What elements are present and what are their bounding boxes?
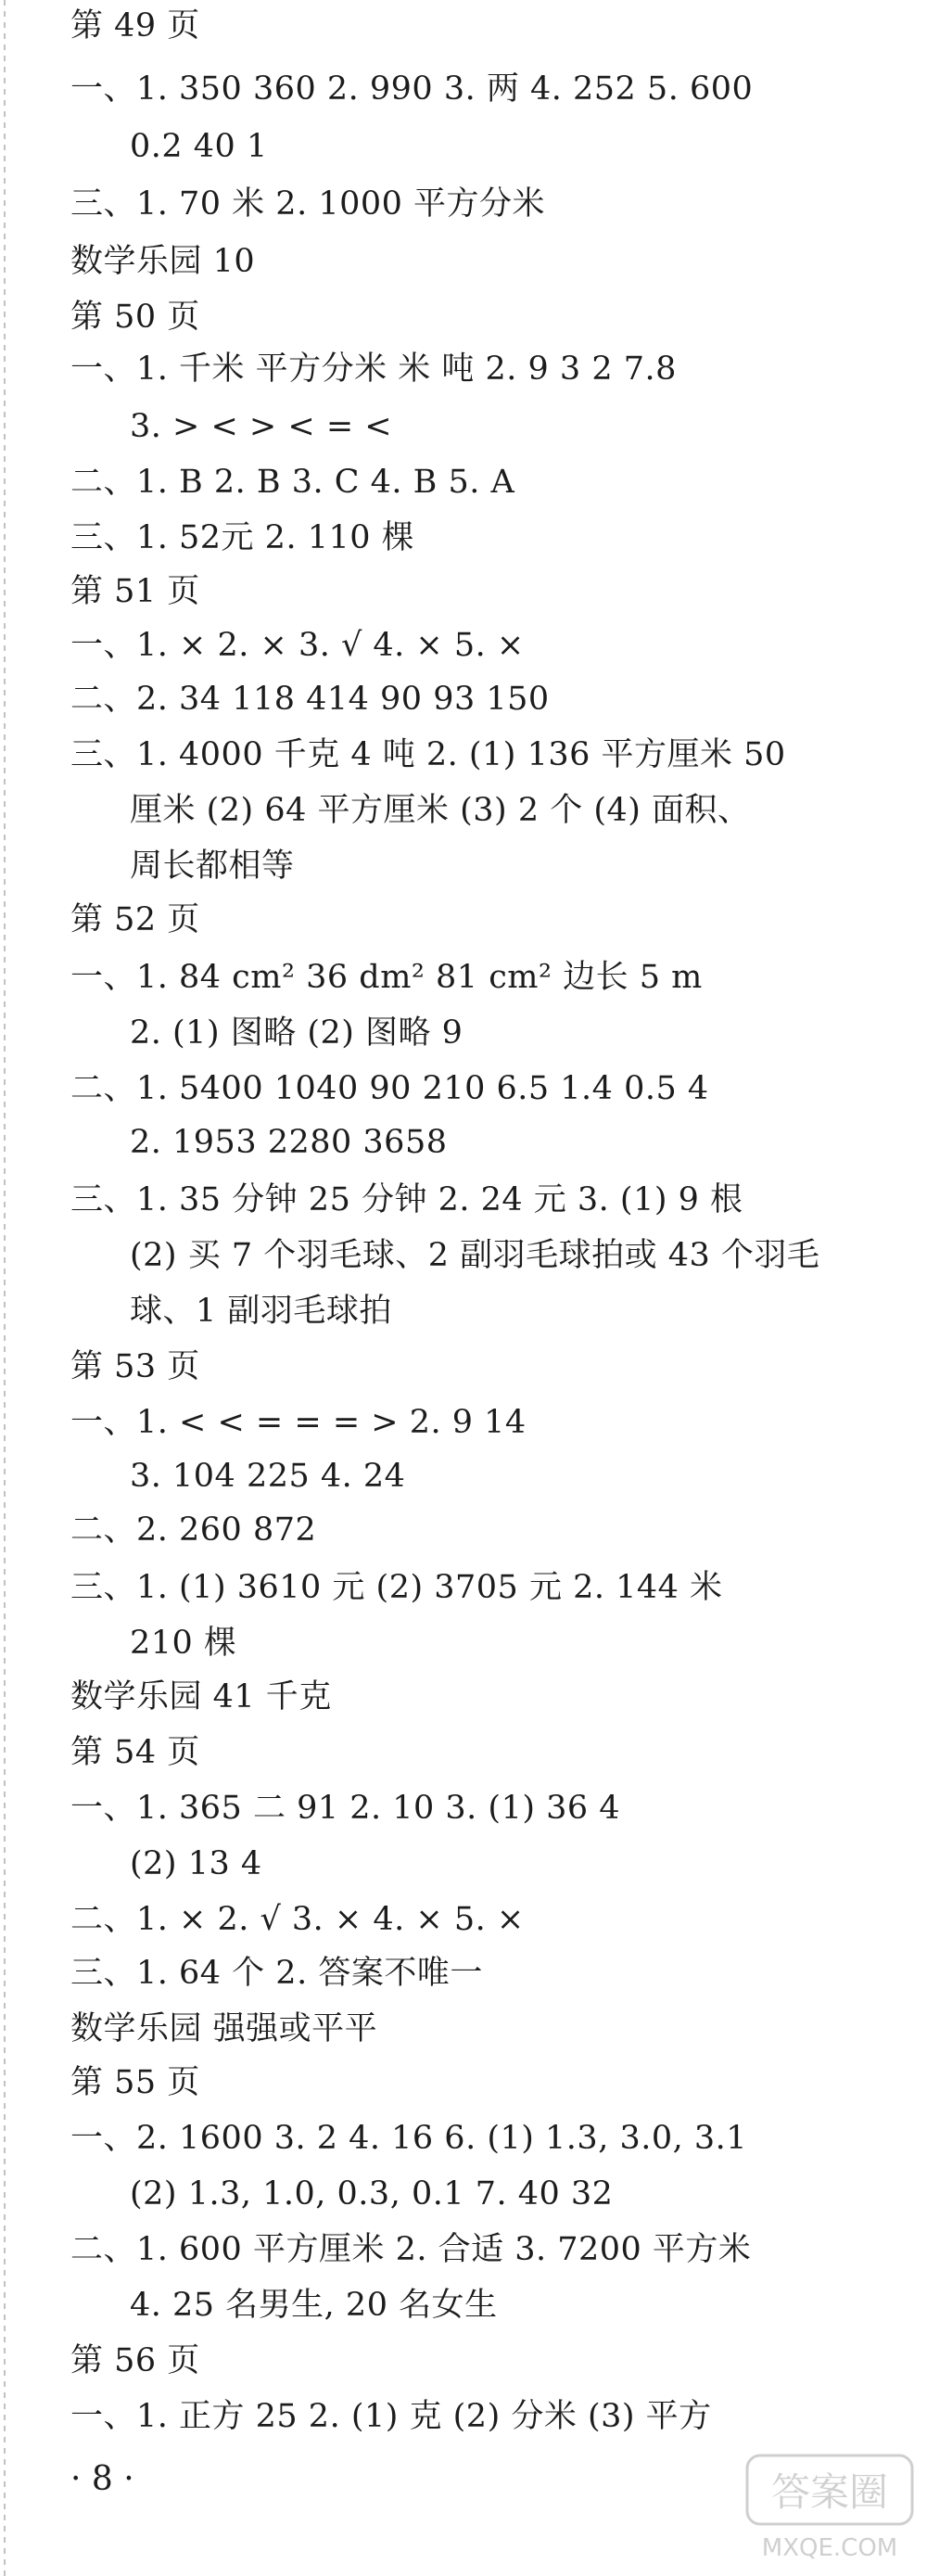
answer-line: 一、2. 1600 3. 2 4. 16 6. (1) 1.3, 3.0, 3.1 <box>70 2120 748 2157</box>
answer-line: 2. (1) 图略 (2) 图略 9 <box>130 1014 464 1052</box>
watermark-url: MXQE.COM <box>761 2534 898 2562</box>
answer-line: 一、1. 正方 25 2. (1) 克 (2) 分米 (3) 平方 <box>70 2398 712 2435</box>
answer-line: 一、1. 千米 平方分米 米 吨 2. 9 3 2 7.8 <box>70 351 677 388</box>
answer-line: (2) 买 7 个羽毛球、2 副羽毛球拍或 43 个羽毛 <box>130 1237 820 1274</box>
answer-line: 二、2. 34 118 414 90 93 150 <box>70 681 550 718</box>
answer-line: 第 53 页 <box>70 1348 200 1385</box>
answer-line: 2. 1953 2280 3658 <box>130 1124 448 1161</box>
answer-line: 数学乐园 41 千克 <box>70 1678 332 1715</box>
answer-line: 二、1. 600 平方厘米 2. 合适 3. 7200 平方米 <box>70 2231 752 2268</box>
answer-line: 数学乐园 强强或平平 <box>70 2010 378 2047</box>
answer-line: 第 54 页 <box>70 1734 200 1771</box>
answer-line: 一、1. × 2. × 3. √ 4. × 5. × <box>70 627 525 664</box>
answer-line: 一、1. 365 二 91 2. 10 3. (1) 36 4 <box>70 1790 621 1827</box>
answer-line: 第 50 页 <box>70 299 200 336</box>
answer-line: 一、1. 84 cm² 36 dm² 81 cm² 边长 5 m <box>70 959 703 996</box>
answer-line: 210 棵 <box>130 1625 237 1662</box>
answer-line: 4. 25 名男生, 20 名女生 <box>130 2287 498 2324</box>
answer-line: 二、2. 260 872 <box>70 1511 317 1549</box>
answer-line: 一、1. 350 360 2. 990 3. 两 4. 252 5. 600 <box>70 70 754 108</box>
page-number: · 8 · <box>70 2460 134 2498</box>
answer-line: 三、1. 35 分钟 25 分钟 2. 24 元 3. (1) 9 根 <box>70 1181 743 1218</box>
answer-line: 数学乐园 10 <box>70 243 256 280</box>
watermark-brand: 答案圈 <box>770 2469 889 2515</box>
answer-line: 第 51 页 <box>70 573 200 610</box>
answer-line: 三、1. 4000 千克 4 吨 2. (1) 136 平方厘米 50 <box>70 736 786 773</box>
answer-line: 3. > < > < = < <box>130 408 393 445</box>
answer-line: 二、1. B 2. B 3. C 4. B 5. A <box>70 464 515 501</box>
watermark-logo <box>742 2448 918 2567</box>
answer-line: 三、1. 52元 2. 110 棵 <box>70 519 415 556</box>
answer-line: 0.2 40 1 <box>130 128 268 165</box>
answer-line: 二、1. × 2. √ 3. × 4. × 5. × <box>70 1901 525 1938</box>
answer-line: (2) 13 4 <box>130 1845 262 1882</box>
answer-line: 第 52 页 <box>70 901 200 938</box>
answer-line: 三、1. 70 米 2. 1000 平方分米 <box>70 185 546 223</box>
answer-line: 三、1. (1) 3610 元 (2) 3705 元 2. 144 米 <box>70 1569 723 1606</box>
answer-line: 二、1. 5400 1040 90 210 6.5 1.4 0.5 4 <box>70 1070 709 1107</box>
answer-line: 球、1 副羽毛球拍 <box>130 1293 392 1330</box>
answer-line: 第 49 页 <box>70 7 200 45</box>
answer-line: 周长都相等 <box>130 848 295 885</box>
answer-line: 第 55 页 <box>70 2064 200 2101</box>
answer-line: 一、1. < < = = = > 2. 9 14 <box>70 1404 527 1441</box>
page-edge-line <box>4 0 6 2576</box>
answer-line: 厘米 (2) 64 平方厘米 (3) 2 个 (4) 面积、 <box>130 792 751 829</box>
answer-line: (2) 1.3, 1.0, 0.3, 0.1 7. 40 32 <box>130 2175 614 2213</box>
answer-line: 3. 104 225 4. 24 <box>130 1458 406 1495</box>
answer-line: 第 56 页 <box>70 2342 200 2379</box>
answer-line: 三、1. 64 个 2. 答案不唯一 <box>70 1955 483 1992</box>
